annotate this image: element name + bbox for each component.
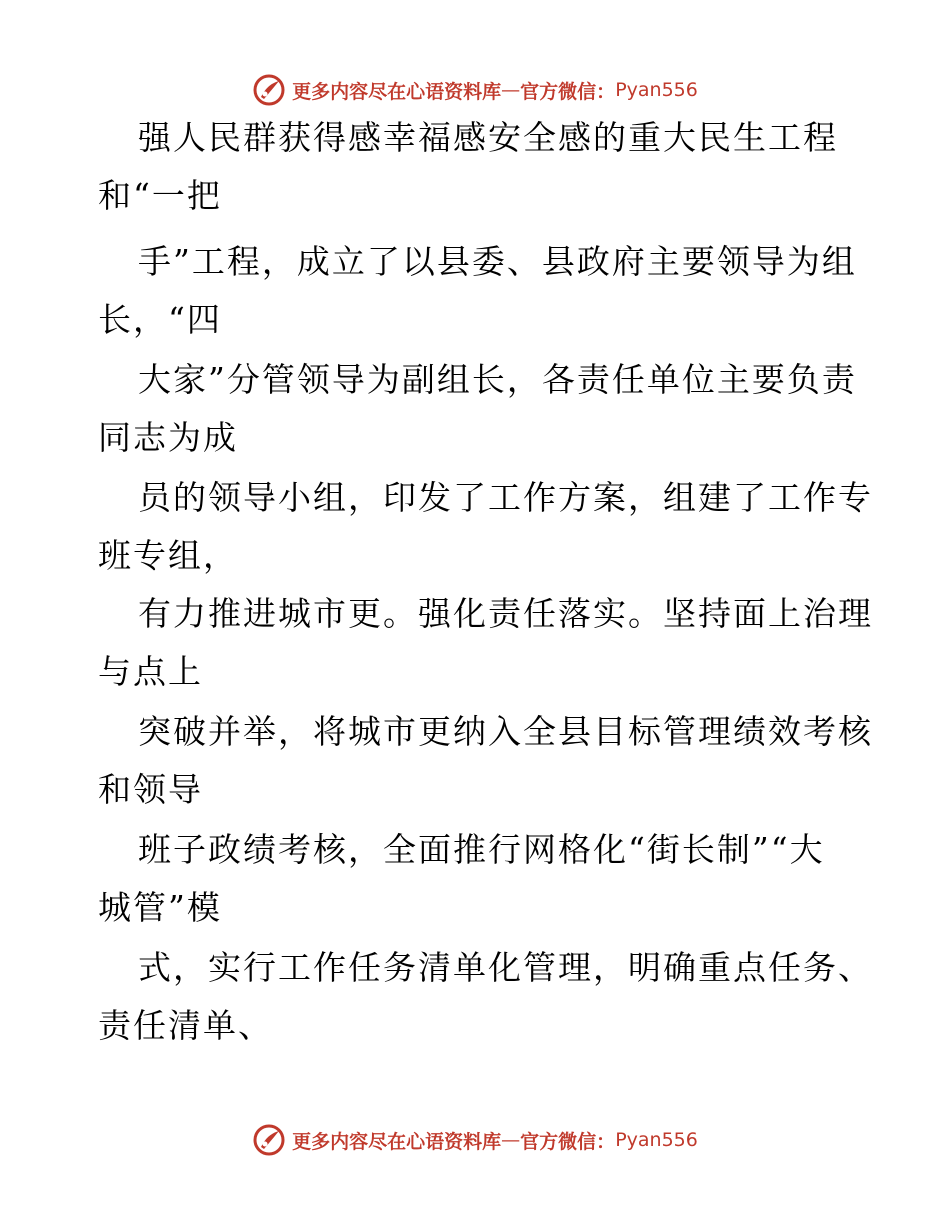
footer-watermark-banner	[0, 1120, 950, 1160]
footer-dash: —	[501, 1129, 521, 1151]
body-line: 班专组，	[98, 536, 238, 575]
footer-wechat-id: Pyan556	[615, 1129, 698, 1151]
footer-wechat-label: 官方微信：	[520, 1130, 616, 1153]
body-line: 有力推进城市更。强化责任落实。坚持面上治理	[138, 594, 873, 633]
header-brand-text: 更多内容尽在心语资料库	[292, 80, 502, 103]
header-wechat-id: Pyan556	[615, 79, 698, 101]
header-dash: —	[501, 79, 521, 101]
body-line: 同志为成	[98, 418, 238, 457]
body-line: 与点上	[98, 652, 203, 691]
body-line: 城管”模	[98, 888, 222, 927]
brush-seal-logo-icon	[252, 73, 286, 107]
body-line: 式，实行工作任务清单化管理，明确重点任务、	[138, 948, 873, 987]
body-line: 员的领导小组，印发了工作方案，组建了工作专	[138, 478, 873, 517]
body-line: 班子政绩考核，全面推行网格化“街长制”“大	[138, 830, 825, 869]
body-line: 大家”分管领导为副组长，各责任单位主要负责	[138, 360, 857, 399]
body-line: 和领导	[98, 770, 203, 809]
brush-seal-logo-icon	[252, 1123, 286, 1157]
footer-brand-text: 更多内容尽在心语资料库	[292, 1130, 502, 1153]
body-line: 手”工程，成立了以县委、县政府主要领导为组	[138, 242, 857, 281]
body-line: 长，“四	[98, 300, 222, 339]
header-watermark-banner	[0, 70, 950, 110]
body-line: 强人民群获得感幸福感安全感的重大民生工程	[138, 118, 838, 157]
body-line: 突破并举，将城市更纳入全县目标管理绩效考核	[138, 712, 873, 751]
body-line: 和“一把	[98, 176, 222, 215]
body-line: 责任清单、	[98, 1006, 273, 1045]
header-wechat-label: 官方微信：	[520, 80, 616, 103]
